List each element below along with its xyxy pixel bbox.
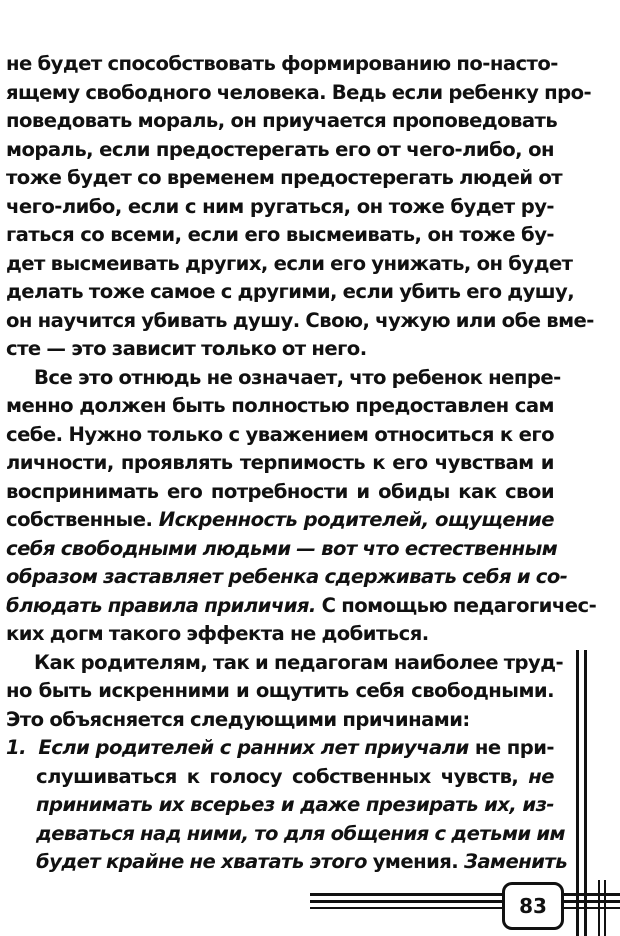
italic-run: блюдать правила приличия. [6,593,316,617]
text-run: С помощью педагогичес- [321,593,597,617]
page-number: 83 [519,894,547,918]
text-line: образом заставляет ребенка сдерживать себя и со- [6,565,568,588]
text-run: собственные. [6,508,153,531]
frame-horizontal-rule [310,893,502,896]
text-line [6,592,597,621]
text-line [6,506,554,535]
list-item-line: принимать их всерьез и даже презирать их, из- [36,793,554,816]
text-line: менно должен быть полностью предоставлен сам [6,394,554,417]
text-line: Все это отнюдь не означает, что ребенок непре- [34,365,561,389]
text-line: дет высмеивать других, если его унижать, он будет [6,251,573,275]
list-item-line [6,848,568,877]
text-line: гаться со всеми, если его высмеивать, он тоже бу- [6,223,554,246]
list-item-line [6,763,554,792]
italic-run: Искренность родителей, ощущение [158,508,555,531]
text-line: делать тоже самое с другими, если убить его душу, [6,280,575,303]
text-line: личности, проявлять терпимость к его чувствам и [6,451,554,474]
list-item-line: деваться над ними, то для общения с детьми им [36,821,566,845]
text-line: он научится убивать душу. Свою, чужую или обе вме- [6,308,594,332]
italic-run: Если родителей с ранних лет приучали [38,736,469,759]
body-text [6,50,597,877]
text-run: слушиваться к голосу собственных чувств, [36,764,519,788]
italic-run: не [528,764,554,788]
page-number-box [502,882,564,930]
text-line: Это объясняется следующими причинами: [6,707,470,731]
frame-horizontal-rule [564,900,620,903]
text-line: сте — это зависит только от него. [6,337,367,360]
text-line: себя свободными людьми — вот что естественным [6,536,558,560]
frame-horizontal-rule [564,893,620,896]
text-line: воспринимать его потребности и обиды как свои [6,479,554,503]
list-item-line [6,734,554,763]
text-line: тоже будет со временем предостерегать людей от [6,166,563,189]
text-line: ких догм такого эффекта не добиться. [6,622,429,645]
frame-horizontal-rule [310,900,502,903]
text-line: Как родителям, так и педагогам наиболее труд- [34,650,564,674]
list-marker: 1. [6,736,26,759]
italic-run: будет крайне не хватать этого [36,850,367,873]
text-run: не при- [474,736,555,759]
frame-horizontal-rule [564,907,620,909]
text-run: умения. [372,850,459,873]
text-line: не будет способствовать формированию по-насто- [6,52,558,75]
text-line: но быть искренними и ощутить себя свободными. [6,679,554,702]
text-line: себе. Нужно только с уважением относиться к его [6,422,554,446]
text-line: мораль, если предостерегать его от чего-либо, он [6,137,554,161]
text-line: ящему свободного человека. Ведь если ребенку про- [6,80,592,104]
frame-horizontal-rule [310,907,502,909]
text-line: поведовать мораль, он приучается проповедовать [6,109,558,132]
text-line: чего-либо, если с ним ругаться, он тоже будет ру- [6,194,554,218]
italic-run: Заменить [464,850,568,873]
